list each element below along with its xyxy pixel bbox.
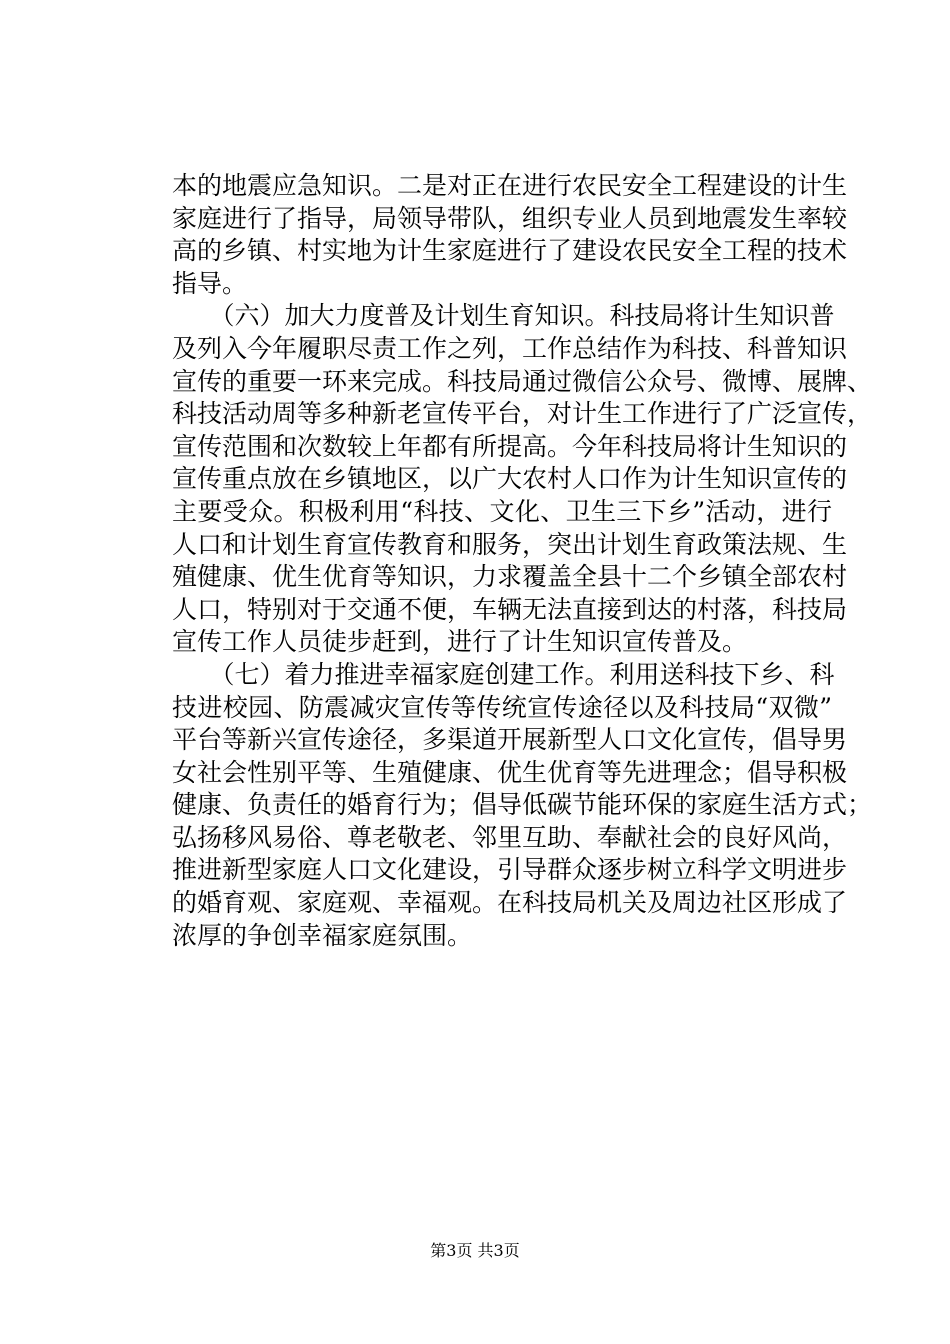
text-line: 人口和计划生育宣传教育和服务，突出计划生育政策法规、生 bbox=[172, 529, 848, 559]
text-line: 本的地震应急知识。二是对正在进行农民安全工程建设的计生 bbox=[172, 171, 848, 200]
page-footer: 第3页 共3页 bbox=[430, 1241, 520, 1260]
text-line: （七）着力推进幸福家庭创建工作。利用送科技下乡、科 bbox=[172, 659, 835, 689]
text-line: 科技活动周等多种新老宣传平台，对计生工作进行了广泛宣传， bbox=[172, 399, 873, 429]
text-line: 殖健康、优生优育等知识，力求覆盖全县十二个乡镇全部农村 bbox=[172, 562, 848, 592]
text-line: 推进新型家庭人口文化建设，引导群众逐步树立科学文明进步 bbox=[172, 855, 848, 885]
text-line: 指导。 bbox=[172, 268, 248, 298]
text-line: 宣传重点放在乡镇地区，以广大农村人口作为计生知识宣传的 bbox=[172, 464, 848, 494]
text-line: 人口，特别对于交通不便，车辆无法直接到达的村落，科技局 bbox=[172, 594, 848, 624]
text-line: 主要受众。积极利用“科技、文化、卫生三下乡”活动，进行 bbox=[172, 496, 832, 526]
text-line: 浓厚的争创幸福家庭氛围。 bbox=[172, 920, 473, 950]
text-line: 及列入今年履职尽责工作之列，工作总结作为科技、科普知识 bbox=[172, 333, 848, 363]
text-line: 宣传范围和次数较上年都有所提高。今年科技局将计生知识的 bbox=[172, 431, 848, 461]
text-line: （六）加大力度普及计划生育知识。科技局将计生知识普 bbox=[172, 301, 835, 331]
text-line: 宣传工作人员徒步赶到，进行了计生知识宣传普及。 bbox=[172, 627, 748, 657]
text-line: 女社会性别平等、生殖健康、优生优育等先进理念；倡导积极 bbox=[172, 757, 848, 787]
text-line: 弘扬移风易俗、尊老敬老、邻里互助、奉献社会的良好风尚， bbox=[172, 822, 848, 852]
document-body bbox=[172, 170, 873, 952]
text-line: 技进校园、防震减灾宣传等传统宣传途径以及科技局“双微” bbox=[172, 692, 832, 722]
text-line: 高的乡镇、村实地为计生家庭进行了建设农民安全工程的技术 bbox=[172, 236, 848, 266]
text-line: 健康、负责任的婚育行为；倡导低碳节能环保的家庭生活方式； bbox=[172, 790, 873, 820]
text-line: 宣传的重要一环来完成。科技局通过微信公众号、微博、展牌、 bbox=[172, 366, 873, 396]
text-line: 的婚育观、家庭观、幸福观。在科技局机关及周边社区形成了 bbox=[172, 888, 848, 918]
text-line: 平台等新兴宣传途径，多渠道开展新型人口文化宣传，倡导男 bbox=[172, 725, 848, 755]
text-line: 家庭进行了指导，局领导带队，组织专业人员到地震发生率较 bbox=[172, 203, 848, 233]
